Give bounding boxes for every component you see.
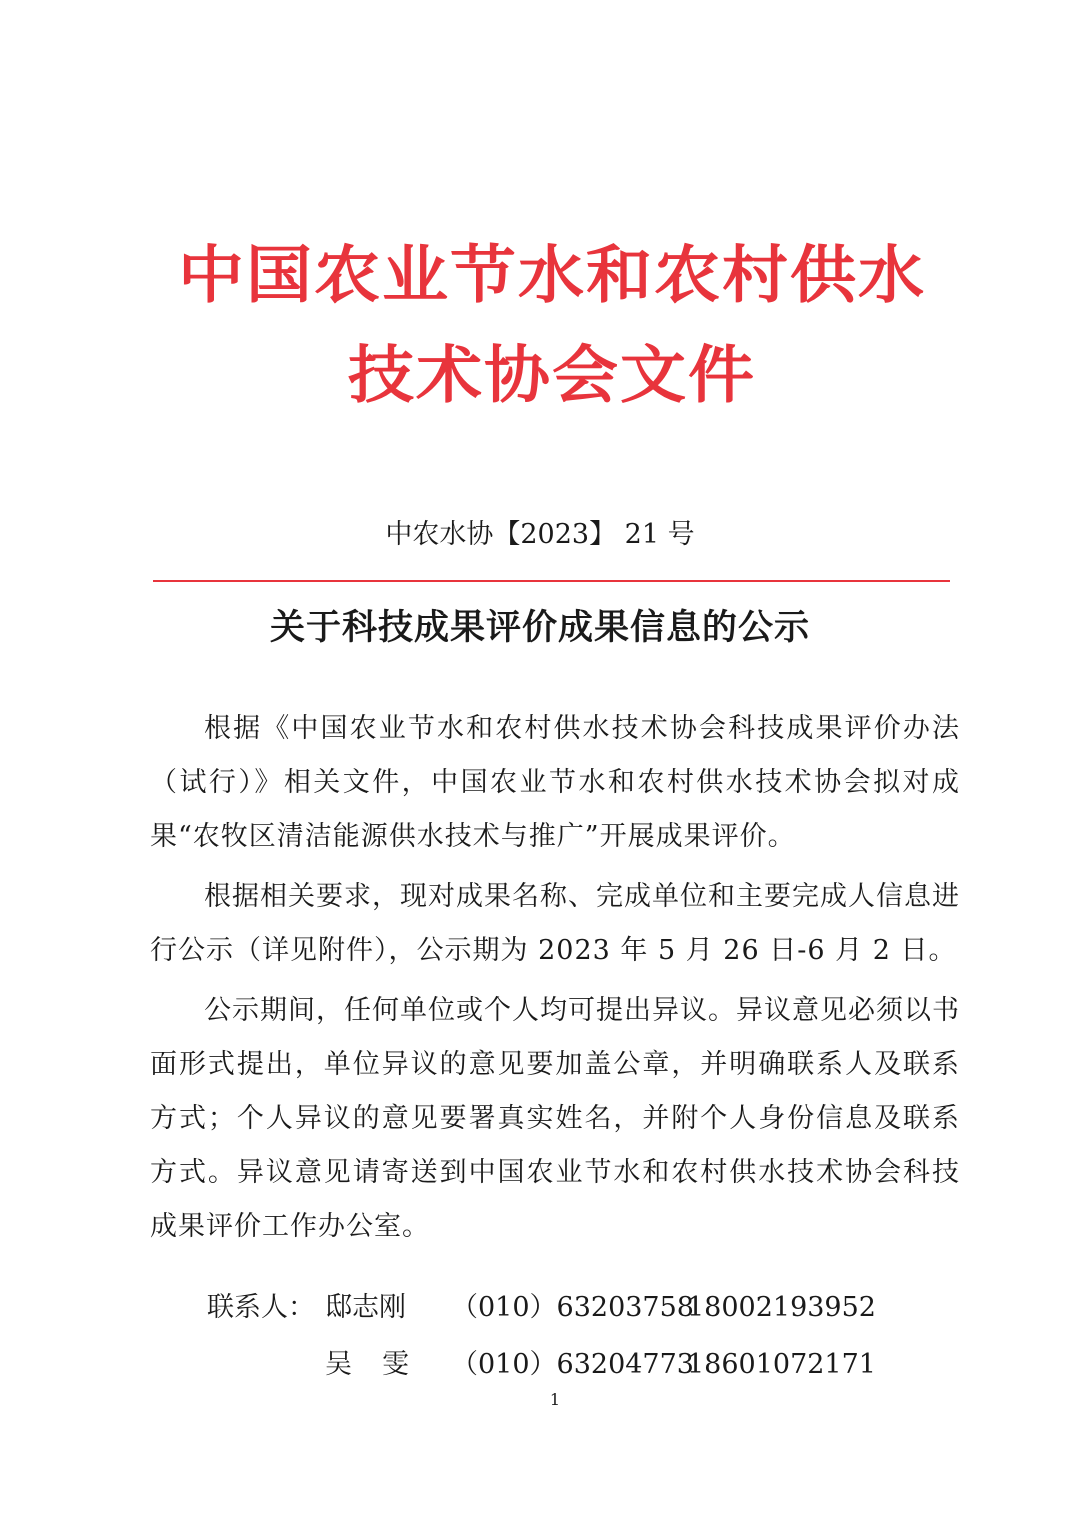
contact-label: 联系人： <box>207 1292 315 1323</box>
page-title: 关于科技成果评价成果信息的公示 <box>269 608 810 648</box>
letterhead-line-2: 技术协会文件 <box>348 338 756 412</box>
page-number: 1 <box>549 1390 561 1409</box>
contact-row-1 <box>207 1285 876 1324</box>
paragraph-1: 根据《中国农业节水和农村供水技术协会科技成果评价办法（试行）》相关文件，中国农业节水和农村供水技术协会拟对成果“农牧区清洁能源供水技术与推广”开展成果评价。 <box>150 713 960 852</box>
red-divider <box>153 580 950 582</box>
contact-phone: （010）63203758 <box>451 1292 694 1323</box>
paragraph-3: 公示期间，任何单位或个人均可提出异议。异议意见必须以书面形式提出，单位异议的意见要加盖公章，并明确联系人及联系方式；个人异议的意见要署真实姓名，并附个人身份信息及联系方式。异议意见请寄送到中国农业节水和农村供水技术协会科技成果评价工作办公室。 <box>150 995 960 1242</box>
contact-mobile: 18601072171 <box>687 1349 876 1380</box>
contact-phone: （010）63204773 <box>451 1349 694 1380</box>
contact-name: 邸志刚 <box>325 1292 406 1323</box>
contact-mobile: 18002193952 <box>687 1292 876 1323</box>
document-number: 中农水协【2023】 21 号 <box>385 519 695 550</box>
paragraph-2: 根据相关要求，现对成果名称、完成单位和主要完成人信息进行公示（详见附件），公示期为 2023 年 5 月 26 日-6 月 2 日。 <box>150 881 960 966</box>
contact-name: 吴雯 <box>325 1349 439 1380</box>
letterhead-line-1: 中国农业节水和农村供水 <box>178 238 926 312</box>
contact-row-2 <box>207 1342 876 1381</box>
